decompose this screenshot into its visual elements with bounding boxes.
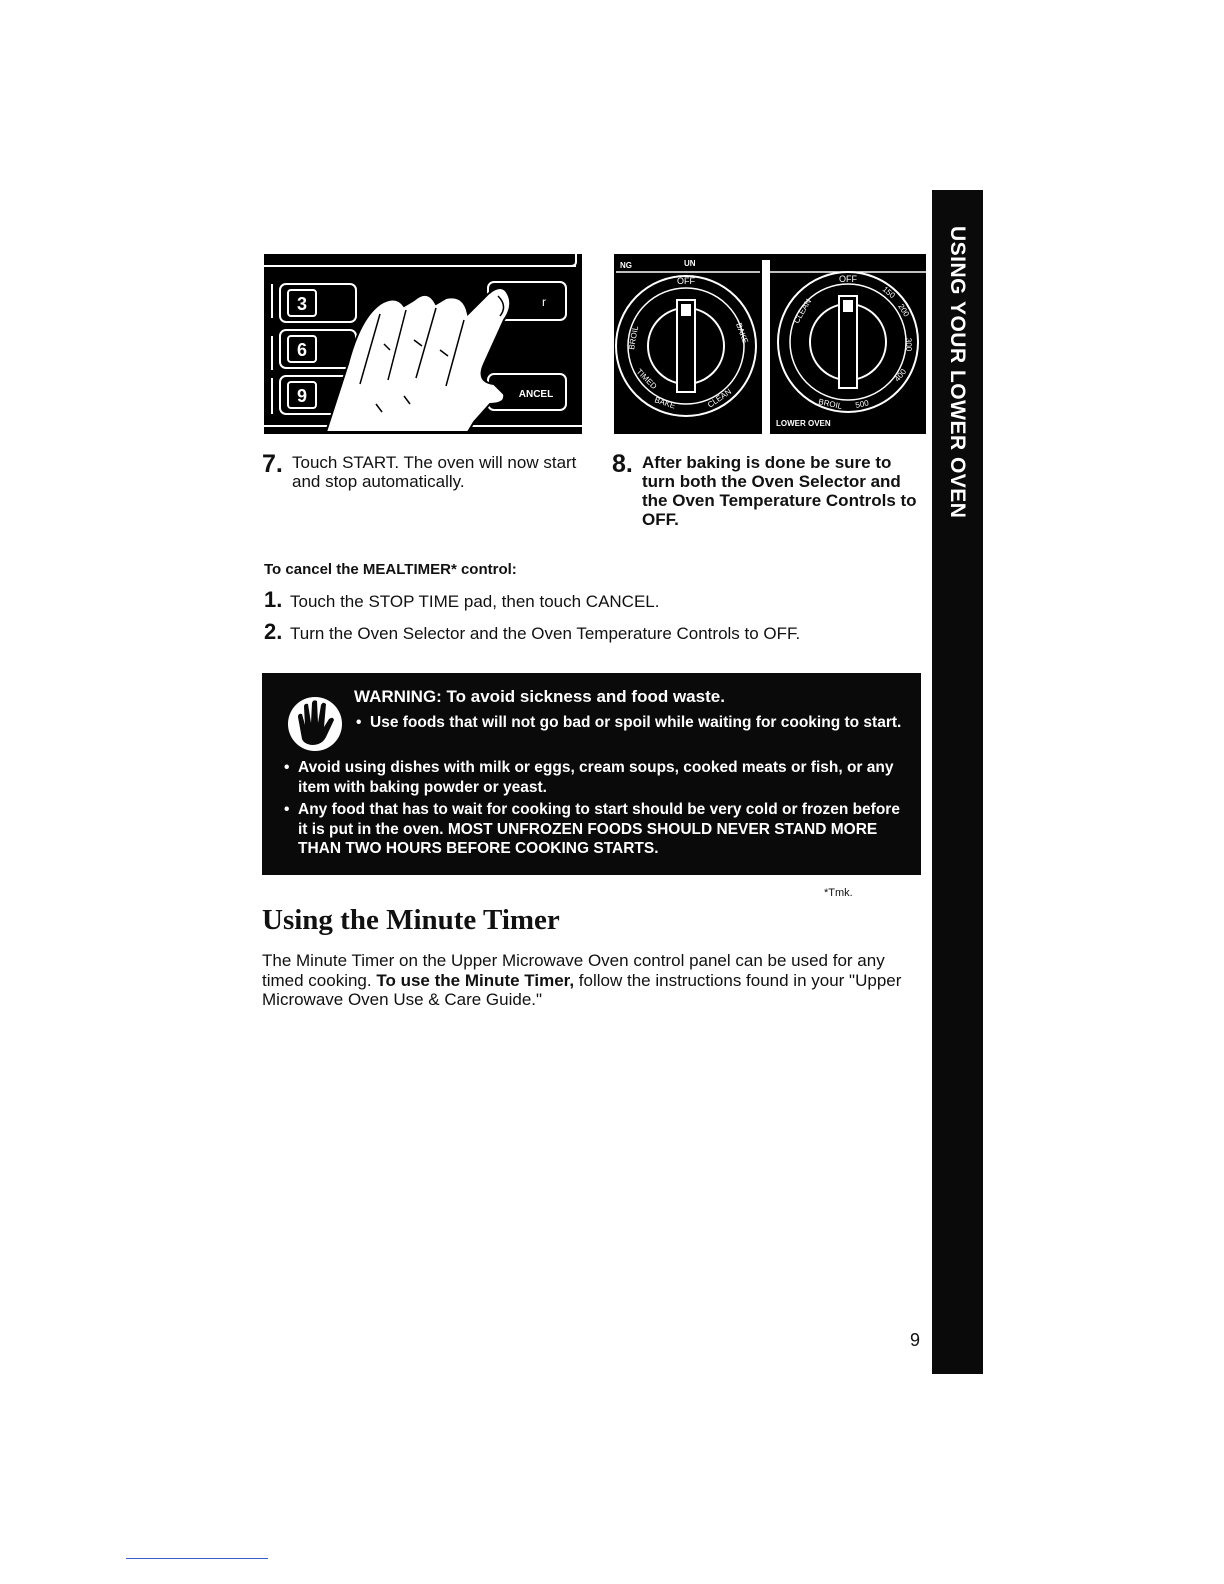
key-9: 9 [296, 386, 308, 406]
warning-item-text: Use foods that will not go bad or spoil while waiting for cooking to start. [370, 714, 902, 731]
cancel-key-label: ANCEL [518, 389, 554, 400]
stop-hand-icon [282, 693, 348, 755]
warning-item-text: Avoid using dishes with milk or eggs, cream soups, cooked meats or fish, or any item with baking powder or yeast. [298, 759, 894, 796]
keypad-hand-drawing [264, 254, 582, 434]
oven-selector-dial [616, 276, 756, 416]
bullet: • [284, 759, 290, 776]
side-tab-label: USING YOUR LOWER OVEN [946, 226, 969, 519]
step-8-text: After baking is done be sure to turn both the Oven Selector and the Oven Temperature Controls to OFF. [642, 453, 917, 529]
temperature-off-label: OFF [839, 274, 857, 284]
partial-label-un: UN [684, 259, 696, 268]
bullet: • [356, 714, 362, 731]
selector-bake-label: BAKE [734, 321, 750, 345]
warning-heading: WARNING: To avoid sickness and food waste. [354, 687, 725, 706]
start-key-label: r [542, 295, 546, 309]
warning-item [356, 713, 906, 733]
page-number: 9 [910, 1330, 921, 1350]
step-8-number: 8. [612, 450, 633, 478]
oven-dials-drawing [614, 254, 926, 434]
cancel-step-1 [264, 587, 659, 613]
temperature-500-label: 500 [854, 398, 870, 410]
lower-oven-panel-label: LOWER OVEN [776, 419, 831, 428]
cancel-step-2 [264, 619, 800, 645]
selector-clean-label: CLEAN [705, 386, 734, 410]
warning-item-text: Any food that has to wait for cooking to start should be very cold or frozen before it is put in the oven. MOST UNFROZEN FOODS SHOULD NEVER STAND MORE THAN TWO HOURS BEFORE COOKING STARTS. [298, 801, 900, 857]
step-7-number: 7. [262, 450, 283, 478]
warning-item [284, 800, 909, 859]
keypad-illustration [264, 254, 582, 434]
step-7 [262, 450, 582, 491]
selector-off-label: OFF [677, 276, 695, 286]
body-text-lead: The Minute Timer on the Upper Microwave Oven control panel can be used for any timed cooking. [262, 951, 885, 990]
cancel-step-2-number: 2. [264, 619, 283, 644]
partial-label-ng: NG [620, 261, 632, 270]
hand-icon [326, 288, 510, 432]
footer-rule [126, 1558, 268, 1559]
temperature-clean-label: CLEAN [791, 297, 814, 325]
temperature-broil-label: BROIL [817, 397, 843, 411]
step-7-text: Touch START. The oven will now start and stop automatically. [292, 453, 577, 491]
selector-broil-label: BROIL [627, 325, 641, 351]
cancel-mealtimer-heading: To cancel the MEALTIMER* control: [264, 561, 517, 578]
key-3: 3 [296, 294, 308, 314]
temperature-400-label: 400 [892, 367, 909, 384]
body-text-emphasis: To use the Minute Timer, [376, 970, 575, 990]
body-paragraph [262, 951, 922, 1010]
temperature-300-label: 300 [904, 337, 914, 352]
section-title: Using the Minute Timer [262, 904, 560, 936]
step-8 [612, 450, 922, 529]
warning-item [284, 758, 904, 797]
oven-dials-illustration [614, 254, 926, 434]
body-text-tail: follow the instructions found in your "Upper Microwave Oven Use & Care Guide." [262, 970, 902, 1009]
oven-temperature-dial [778, 272, 918, 412]
selector-timed-label: TIMED [634, 367, 659, 392]
temperature-150-label: 150 [880, 284, 897, 301]
selector-timed-bake-label: BAKE [653, 395, 677, 411]
section-side-tab [932, 190, 983, 1374]
cancel-step-1-number: 1. [264, 587, 283, 612]
cancel-step-1-text: Touch the STOP TIME pad, then touch CANCEL. [290, 592, 660, 611]
key-6: 6 [296, 340, 308, 360]
cancel-step-2-text: Turn the Oven Selector and the Oven Temperature Controls to OFF. [290, 624, 801, 643]
warning-box [262, 673, 921, 875]
bullet: • [284, 801, 290, 818]
temperature-200-label: 200 [896, 302, 912, 319]
trademark-note: *Tmk. [824, 887, 853, 899]
